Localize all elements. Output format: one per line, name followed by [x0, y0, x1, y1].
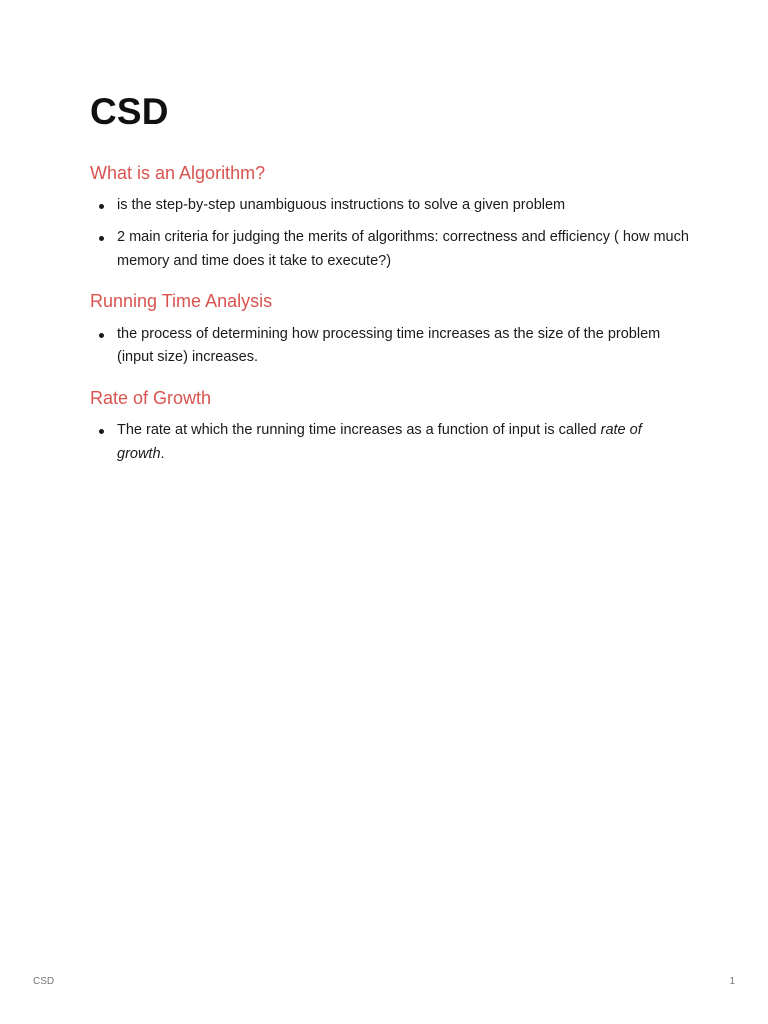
bullet-icon	[99, 236, 104, 241]
bullet-list-running-time	[90, 323, 690, 370]
bullet-list-rate-of-growth	[90, 419, 690, 466]
document-body	[90, 92, 690, 484]
bullet-list-algorithm	[90, 194, 690, 273]
list-item-text: is the step-by-step unambiguous instructions to solve a given problem	[117, 197, 566, 214]
page-title: CSD	[90, 91, 169, 132]
footer-doc-title: CSD	[33, 976, 55, 987]
section-heading-running-time: Running Time Analysis	[90, 291, 273, 312]
list-item	[90, 226, 690, 273]
list-item-tail: .	[160, 445, 165, 462]
bullet-icon	[99, 333, 104, 338]
list-item	[90, 419, 690, 466]
list-item	[90, 194, 690, 218]
list-item-text: the process of determining how processing time increases as the size of the problem (input size) increases.	[117, 325, 661, 366]
bullet-icon	[99, 204, 104, 209]
bullet-icon	[99, 429, 104, 434]
emphasis-text: rate of growth	[117, 422, 642, 462]
list-item	[90, 323, 690, 370]
section-heading-algorithm: What is an Algorithm?	[90, 162, 266, 183]
list-item-text: The rate at which the running time increases as a function of input is called	[117, 422, 601, 439]
section-heading-rate-of-growth: Rate of Growth	[90, 387, 212, 408]
footer-page-number: 1	[729, 976, 735, 987]
list-item-text: 2 main criteria for judging the merits of algorithms: correctness and efficiency ( how much memory and time does it take to execute?)	[117, 229, 689, 269]
